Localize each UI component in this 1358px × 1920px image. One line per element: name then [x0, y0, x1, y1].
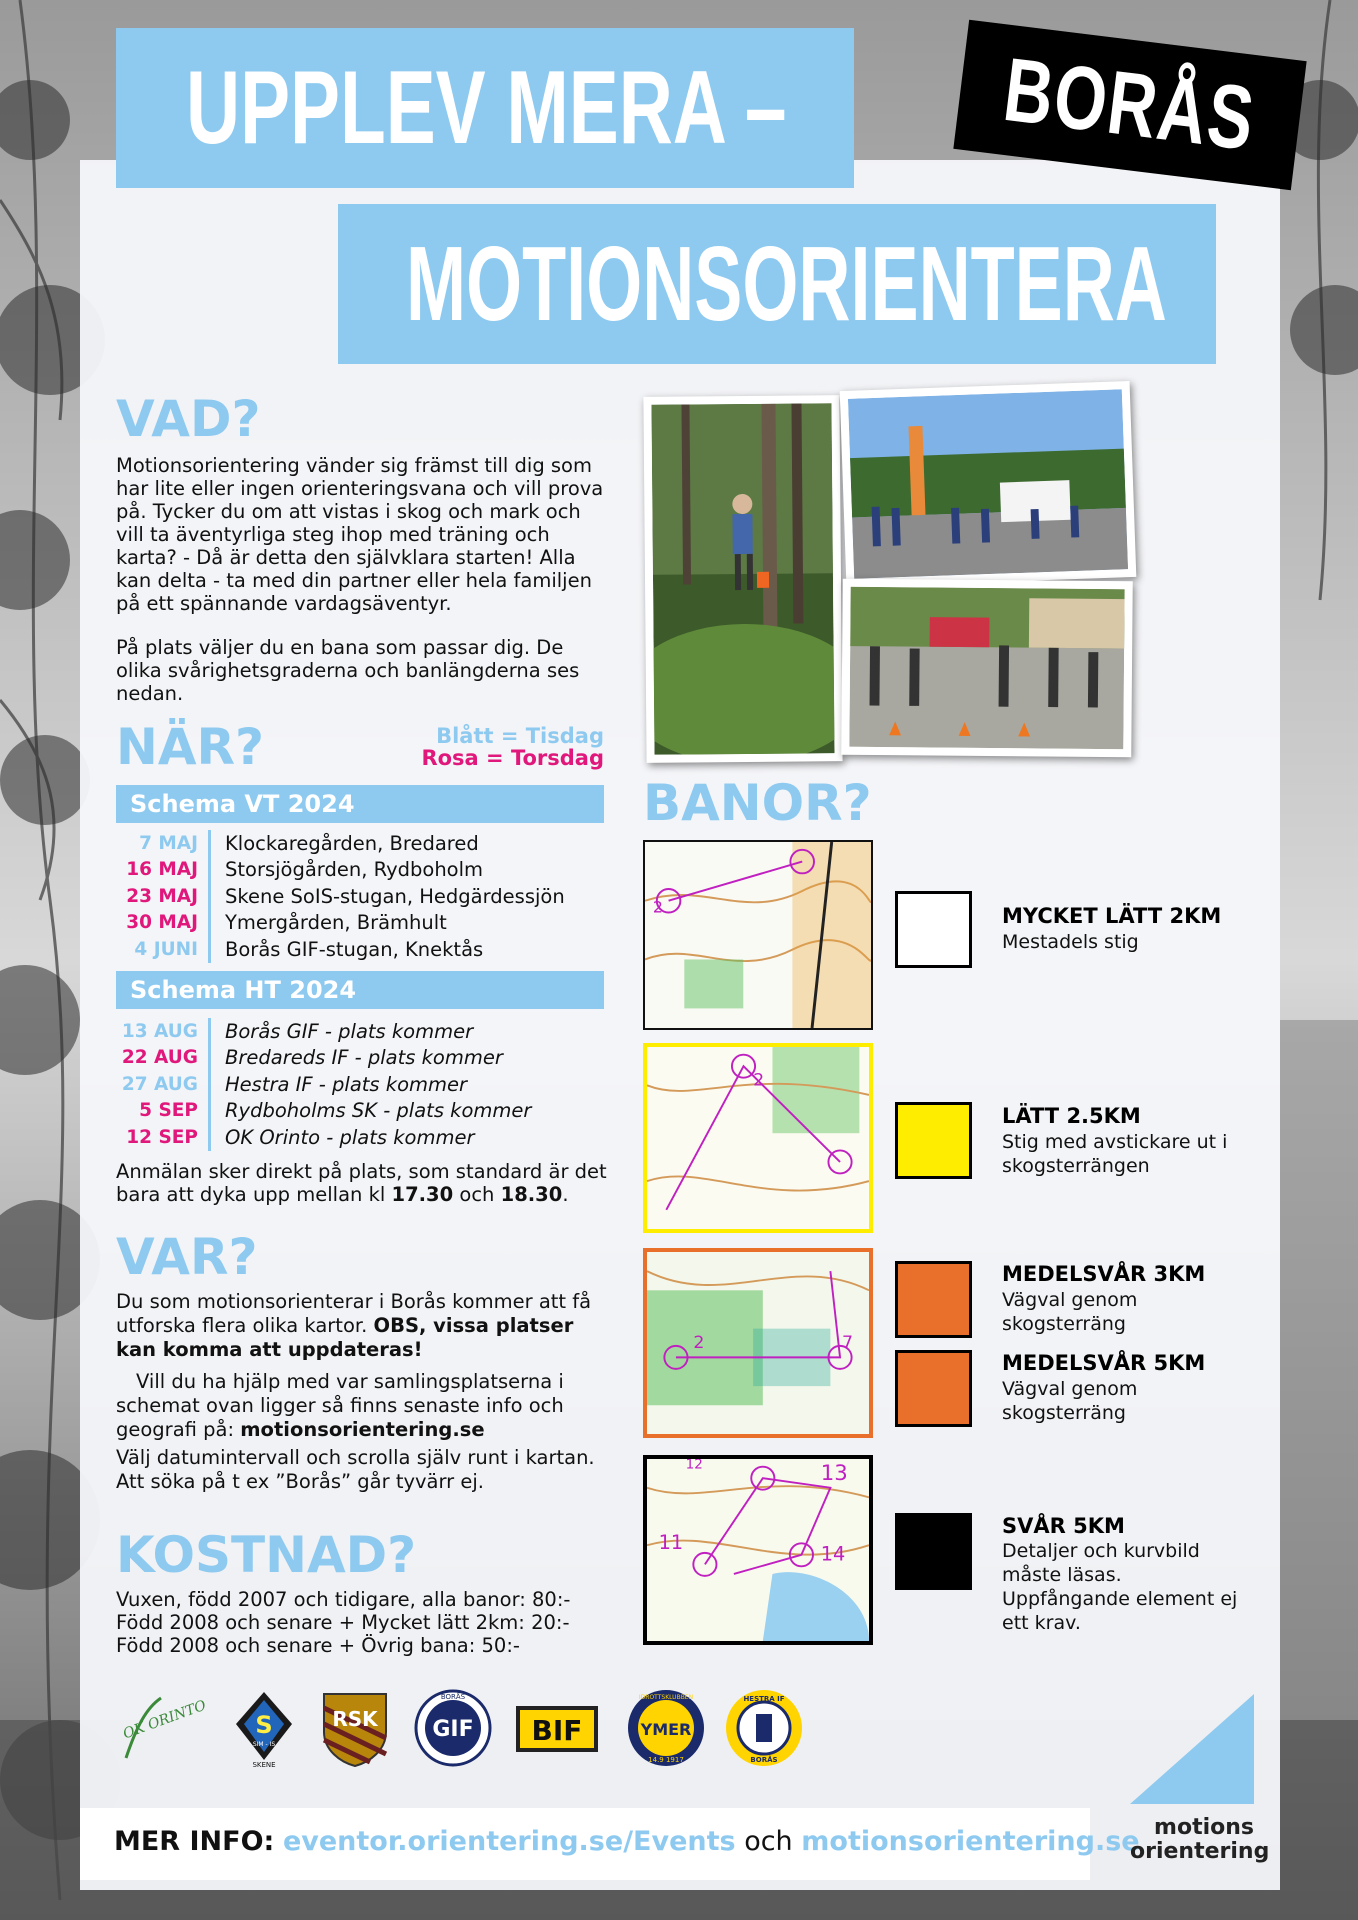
footer-text — [114, 1826, 1140, 1857]
boras-gif-logo-top: BORÅS — [440, 1693, 466, 1701]
footer-bar — [80, 1808, 1140, 1880]
legend-tuesday: Blått = Tisdag — [436, 724, 604, 748]
var-paragraph-2 — [116, 1370, 596, 1442]
ymer-logo-text: YMER — [640, 1720, 692, 1739]
schedule-location: Klockaregården, Bredared — [225, 831, 479, 855]
schedule-vt-list — [116, 830, 604, 963]
course-swatch-orange-3km — [895, 1261, 972, 1338]
course-swatch-orange-5km — [895, 1350, 972, 1427]
course-title: MEDELSVÅR 5KM — [1002, 1351, 1206, 1375]
rydboholm-sk-logo-text: RSK — [332, 1707, 378, 1731]
schedule-date: 16 MAJ — [126, 859, 198, 881]
schedule-row — [116, 857, 604, 884]
schedule-ht-list — [116, 1018, 604, 1151]
schedule-row — [116, 910, 604, 937]
brand-line1: motions — [1154, 1815, 1254, 1840]
map-control-number: 11 — [658, 1531, 684, 1555]
course-desc: Detaljer och kurvbild måste läsas. Uppfångande element ej ett krav. — [1002, 1540, 1238, 1634]
signup-text-a: Anmälan sker direkt på plats, som standard är det bara att dyka upp mellan kl — [116, 1160, 607, 1206]
vad-heading: VAD? — [116, 390, 261, 448]
map-control-number: 2 — [693, 1332, 705, 1353]
course-title: SVÅR 5KM — [1002, 1514, 1125, 1538]
footer-label: MER INFO: — [114, 1826, 275, 1857]
schedule-location: Skene SoIS-stugan, Hedgärdessjön — [225, 884, 565, 908]
title-line1: UPPLEV MERA – — [186, 50, 787, 166]
var-p2-link[interactable]: motionsorientering.se — [240, 1418, 485, 1441]
map-control-number: 12 — [685, 1459, 703, 1473]
signup-text — [116, 1160, 616, 1206]
footer-och: och — [735, 1826, 802, 1857]
motionsorientering-logo-text — [1130, 1815, 1270, 1864]
schedule-date: 12 SEP — [126, 1126, 198, 1148]
schedule-date: 23 MAJ — [126, 885, 198, 907]
kostnad-heading: KOSTNAD? — [116, 1526, 417, 1584]
photo-event-crowd — [840, 381, 1137, 587]
map-control-number: 2 — [652, 897, 663, 917]
schedule-date: 27 AUG — [121, 1073, 198, 1095]
schedule-location: Storsjögården, Rydboholm — [225, 858, 484, 882]
skene-sois-logo-sub: SIM - IS — [252, 1741, 276, 1748]
var-heading: VAR? — [116, 1228, 258, 1286]
skene-sois-logo-town: SKENE — [252, 1761, 276, 1768]
banor-heading: BANOR? — [643, 774, 872, 832]
schedule-location: Borås GIF - plats kommer — [225, 1019, 474, 1043]
course-desc: Vägval genom skogsterräng — [1002, 1378, 1138, 1424]
brand-line2: orientering — [1130, 1839, 1270, 1864]
hestra-if-logo-top: HESTRA IF — [743, 1695, 785, 1703]
map-control-number: 7 — [841, 1332, 854, 1353]
nar-heading: NÄR? — [116, 718, 265, 776]
boras-gif-logo-text: GIF — [432, 1717, 474, 1742]
club-logos — [116, 1688, 816, 1768]
rydboholm-sk-logo — [320, 1688, 390, 1768]
signup-text-c: . — [562, 1183, 569, 1206]
vad-paragraph-1: Motionsorientering vänder sig främst till dig som har lite eller ingen orienteringsvana och vill prova på. Tycker du om att vistas i skog och mark och vill ta äventyrliga steg ihop med träning och karta? - Då är detta den självklara starten! Alla kan delta - ta med din partner eller hela familjen på ett spännande vardagsäventyr. — [116, 454, 604, 615]
photo-event-start — [841, 579, 1133, 758]
ymer-logo-date: 14.9 1917 — [648, 1756, 684, 1764]
course-map-yellow — [643, 1043, 873, 1233]
signup-time-start: 17.30 — [391, 1183, 454, 1206]
course-title: MEDELSVÅR 3KM — [1002, 1262, 1206, 1286]
schedule-row — [116, 883, 604, 910]
course-swatch-yellow — [895, 1102, 972, 1179]
schedule-location: Hestra IF - plats kommer — [225, 1072, 468, 1096]
bredareds-if-logo-text: BIF — [531, 1714, 583, 1747]
city-badge-text: BORÅS — [999, 39, 1261, 170]
schedule-row — [116, 1018, 604, 1045]
kostnad-line: Född 2008 och senare + Övrig bana: 50:- — [116, 1634, 520, 1657]
schedule-row — [116, 1124, 604, 1151]
var-p1-warning: OBS, vissa platser kan komma att uppdateras! — [116, 1314, 574, 1361]
ok-orinto-logo-text: OK ORINTO — [121, 1697, 209, 1743]
schedule-location: OK Orinto - plats kommer — [225, 1125, 475, 1149]
schedule-ht-header: Schema HT 2024 — [116, 971, 604, 1009]
legend-thursday: Rosa = Torsdag — [421, 746, 604, 770]
kostnad-line: Född 2008 och senare + Mycket lätt 2km: 20:- — [116, 1611, 570, 1634]
map-control-number: 13 — [820, 1460, 848, 1486]
boras-gif-logo — [412, 1688, 494, 1768]
course-swatch-white — [895, 891, 972, 968]
skene-sois-logo-letter: S — [255, 1711, 273, 1739]
title-line2-box — [338, 204, 1216, 364]
signup-time-end: 18.30 — [500, 1183, 563, 1206]
schedule-location: Ymergården, Brämhult — [225, 911, 447, 935]
course-desc: Stig med avstickare ut i skogsterrängen — [1002, 1131, 1228, 1177]
ymer-logo-ring: IDROTTSKLUBBEN — [638, 1694, 694, 1701]
var-p1-text: Du som motionsorienterar i Borås kommer att få utforska flera olika kartor. — [116, 1290, 592, 1337]
var-p2-text: Vill du ha hjälp med var samlingsplatserna i schemat ovan ligger så finns senaste info och geografi på: — [116, 1370, 564, 1441]
schedule-location: Rydboholms SK - plats kommer — [225, 1099, 532, 1123]
course-map-black — [643, 1455, 873, 1645]
hestra-if-logo — [724, 1688, 804, 1768]
schedule-date: 7 MAJ — [139, 832, 198, 854]
hestra-if-logo-bottom: BORÅS — [750, 1756, 778, 1764]
schedule-row — [116, 1045, 604, 1072]
schedule-date: 5 SEP — [139, 1100, 198, 1122]
schedule-date: 22 AUG — [121, 1047, 198, 1069]
vad-paragraph-2: På plats väljer du en bana som passar dig. De olika svårighetsgraderna och banlängderna ses nedan. — [116, 636, 580, 705]
ymer-logo — [626, 1688, 706, 1768]
schedule-date: 4 JUNI — [134, 938, 198, 960]
kostnad-line: Vuxen, född 2007 och tidigare, alla banor: 80:- — [116, 1588, 571, 1611]
course-title: MYCKET LÄTT 2KM — [1002, 904, 1222, 928]
course-desc: Mestadels stig — [1002, 931, 1139, 953]
var-paragraph-1 — [116, 1290, 596, 1362]
motionsorientering-link[interactable]: motionsorientering.se — [801, 1826, 1140, 1857]
skene-sois-logo — [232, 1688, 296, 1768]
schedule-date: 13 AUG — [121, 1020, 198, 1042]
kostnad-lines — [116, 1588, 616, 1657]
course-title: LÄTT 2.5KM — [1002, 1104, 1141, 1128]
schedule-vt-header: Schema VT 2024 — [116, 785, 604, 823]
eventor-link[interactable]: eventor.orientering.se/Events — [282, 1826, 736, 1857]
course-swatch-black — [895, 1513, 972, 1590]
course-desc: Vägval genom skogsterräng — [1002, 1289, 1138, 1335]
schedule-row — [116, 1071, 604, 1098]
signup-text-b: och — [453, 1183, 501, 1206]
ok-orinto-logo — [116, 1688, 216, 1768]
schedule-location: Borås GIF-stugan, Knektås — [225, 937, 484, 961]
map-control-number: 14 — [820, 1542, 846, 1566]
course-map-white — [643, 840, 873, 1030]
bredareds-if-logo — [512, 1688, 602, 1768]
photo-forest-runner — [643, 395, 842, 763]
schedule-location: Bredareds IF - plats kommer — [225, 1046, 503, 1070]
schedule-row — [116, 1098, 604, 1125]
schedule-row — [116, 936, 604, 963]
schedule-row — [116, 830, 604, 857]
title-line1-box — [116, 28, 854, 188]
schedule-date: 30 MAJ — [126, 912, 198, 934]
title-line2: MOTIONSORIENTERA — [406, 225, 1167, 343]
map-control-number: 2 — [753, 1070, 765, 1091]
course-map-orange — [643, 1248, 873, 1438]
var-paragraph-3: Välj datumintervall och scrolla själv runt i kartan. Att söka på t ex ”Borås” går tyvärr ej. — [116, 1446, 595, 1493]
